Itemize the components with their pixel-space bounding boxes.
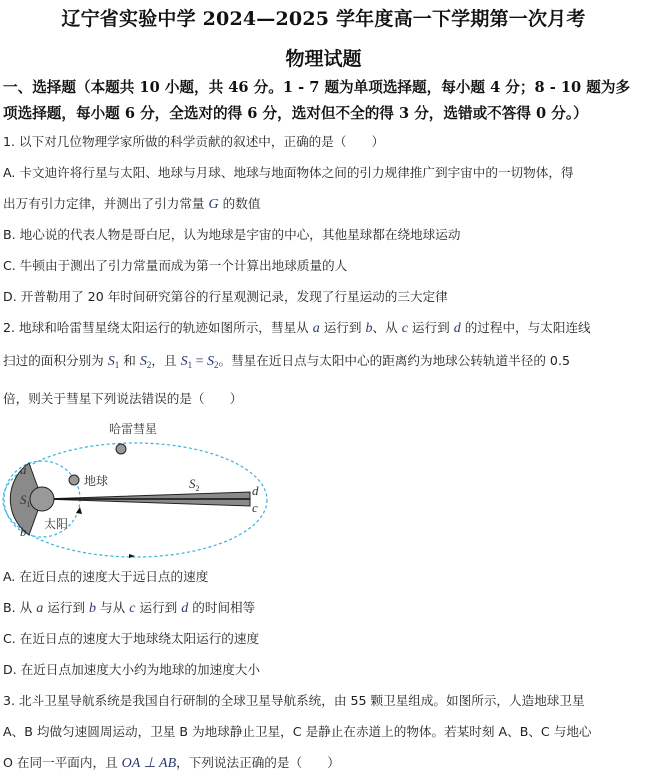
equation-s1-eq-s2 [181,354,219,369]
text: S [206,354,214,369]
label-comet: 哈雷彗星 [109,422,158,436]
q3-stem-line2: A、B 均做匀速圆周运动，卫星 B 为地球静止卫星，C 是静止在赤道上的物体。若某时刻 A、B、C 与地心 [3,724,592,739]
text: S [107,354,115,369]
label-earth: 地球 [84,474,109,488]
q2-option-b [3,599,255,618]
label-sun: 太阳 [44,517,69,531]
sun-icon [30,487,54,511]
text: 2. 地球和哈雷彗星绕太阳运行的轨迹如图所示，彗星从 [3,320,313,335]
earth-icon [69,475,79,485]
section-heading-line1: 一、选择题（本题共 10 小题，共 46 分。1 - 7 题为单项选择题，每小题 4 分；8 - 10 题为多 [3,79,631,96]
q1-option-a-line2 [3,195,260,214]
subscript: 1 [187,360,193,370]
text: = [192,354,207,369]
text: 运行到 [135,600,182,615]
q1-option-a-text-post: 的数值 [218,196,261,211]
q3-stem-line1: 3. 北斗卫星导航系统是我国自行研制的全球卫星导航系统，由 55 颗卫星组成。如图所示，人造地球卫星 [3,693,585,708]
var-a: a [312,321,320,336]
var-c: c [129,601,136,616]
q2-option-c: C. 在近日点的速度大于地球绕太阳运行的速度 [3,631,260,646]
label-a: a [20,462,27,477]
var-d: d [181,601,189,616]
q1-option-a-line1: A. 卡文迪许将行星与太阳、地球与月球、地球与地面物体之间的引力规律推广到宇宙中的一切物体，得 [3,165,574,180]
label-s2 [189,476,200,493]
subscript: 1 [114,360,120,370]
var-b: b [365,321,373,336]
q1-stem: 1. 以下对几位物理学家所做的科学贡献的叙述中，正确的是（ ） [3,134,385,149]
comet-icon [116,444,126,454]
label-c: c [252,500,258,515]
q3-stem-line3 [3,754,340,773]
text: S [180,354,188,369]
var-g: G [208,197,219,212]
q2-stem-line2 [3,352,570,374]
subscript: 1 [26,500,31,509]
section-heading-line2: 项选择题，每小题 6 分，全选对的得 6 分，选对但不全的得 3 分，选错或不答得 0 分。） [3,105,588,122]
text: 的过程中，与太阳连线 [460,320,591,335]
text: ，下列说法正确的是（ ） [176,755,340,770]
label-b: b [20,524,27,539]
var-b: b [89,601,97,616]
text: 运行到 [43,600,90,615]
q2-option-d: D. 在近日点加速度大小约为地球的加速度大小 [3,662,260,677]
var-c: c [401,321,408,336]
text: 和 [119,353,140,368]
q1-option-d: D. 开普勒用了 20 年时间研究第谷的行星观测记录，发现了行星运动的三大定律 [3,289,448,304]
q2-option-a: A. 在近日点的速度大于远日点的速度 [3,569,209,584]
subscript: 2 [146,360,152,370]
subscript: 2 [195,484,200,493]
text: 、从 [372,320,402,335]
var-a: a [36,601,44,616]
text: 运行到 [319,320,366,335]
q1-option-c: C. 牛顿由于测出了引力常量而成为第一个计算出地球质量的人 [3,258,348,273]
var-s2 [140,354,152,369]
orbit-diagram [0,415,280,560]
expr-oa-perp-ab: OA ⊥ AB [121,756,177,771]
subscript: 2 [213,360,219,370]
label-d: d [252,483,259,498]
text: 的时间相等 [188,600,256,615]
text: 扫过的面积分别为 [3,353,108,368]
text: S [189,476,196,491]
var-d: d [453,321,461,336]
q2-stem-line1 [3,319,591,338]
exam-subtitle: 物理试题 [285,48,362,70]
text: S [20,492,27,507]
text: 运行到 [407,320,454,335]
q1-option-b: B. 地心说的代表人物是哥白尼，认为地球是宇宙的中心，其他星球都在绕地球运动 [3,227,461,242]
q1-option-a-text-pre: 出万有引力定律，并测出了引力常量 [3,196,209,211]
text: ，且 [151,353,181,368]
earth-direction-arrow-icon [76,507,82,514]
text: O 在同一平面内，且 [3,755,122,770]
text: 。彗星在近日点与太阳中心的距离约为地球公转轨道半径的 0.5 [218,353,570,368]
text: B. 从 [3,600,37,615]
text: 与从 [96,600,130,615]
var-s1 [108,354,120,369]
exam-title: 辽宁省实验中学 2024—2025 学年度高一下学期第一次月考 [61,8,586,30]
q2-stem-line3: 倍，则关于彗星下列说法错误的是（ ） [3,391,243,406]
text: S [139,354,147,369]
